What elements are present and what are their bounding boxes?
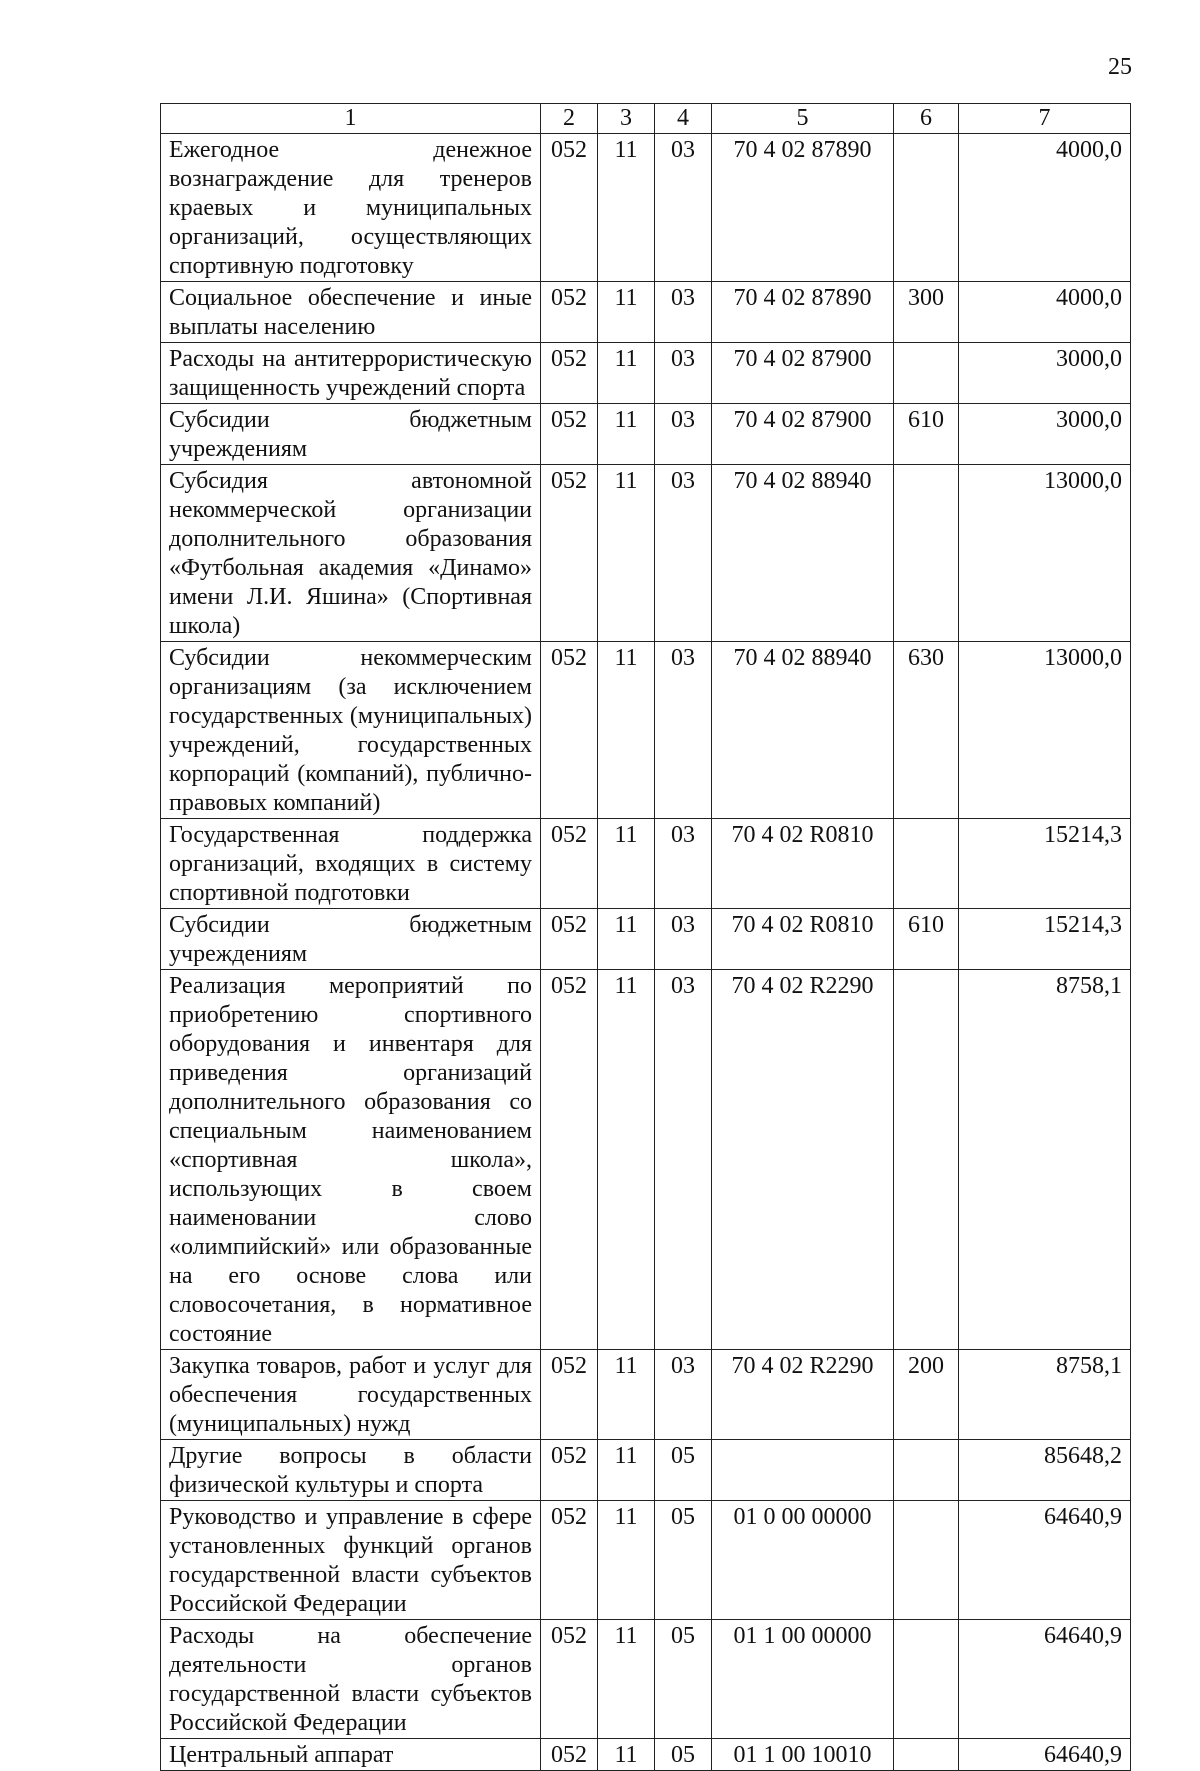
subsection-code: 05 [655,1501,712,1620]
row-name: Руководство и управление в сфере установленных функций органов государственной власти субъектов Российской Федерации [161,1501,541,1620]
subsection-code: 03 [655,465,712,642]
row-name: Субсидия автономной некоммерческой организации дополнительного образования «Футбольная академия «Динамо» имени Л.И. Яшина» (Спортивная школа) [161,465,541,642]
grbs-code: 052 [541,819,598,909]
target-article-code: 70 4 02 87900 [712,343,894,404]
amount: 15214,3 [959,819,1131,909]
target-article-code: 70 4 02 88940 [712,642,894,819]
grbs-code: 052 [541,909,598,970]
section-code: 11 [598,1350,655,1440]
amount: 15214,3 [959,909,1131,970]
subsection-code: 03 [655,404,712,465]
subsection-code: 03 [655,819,712,909]
section-code: 11 [598,282,655,343]
grbs-code: 052 [541,1440,598,1501]
grbs-code: 052 [541,465,598,642]
row-name: Закупка товаров, работ и услуг для обеспечения государственных (муниципальных) нужд [161,1350,541,1440]
row-name: Центральный аппарат [161,1739,541,1771]
amount: 8758,1 [959,1350,1131,1440]
target-article-code: 01 0 00 00000 [712,1501,894,1620]
subsection-code: 05 [655,1440,712,1501]
target-article-code: 70 4 02 R2290 [712,1350,894,1440]
table-row [161,282,1131,343]
expense-type-code [894,819,959,909]
expense-type-code [894,1620,959,1739]
subsection-code: 03 [655,282,712,343]
section-code: 11 [598,404,655,465]
target-article-code: 70 4 02 R0810 [712,909,894,970]
amount: 4000,0 [959,134,1131,282]
amount: 3000,0 [959,404,1131,465]
target-article-code: 70 4 02 R2290 [712,970,894,1350]
table-row [161,909,1131,970]
subsection-code: 03 [655,909,712,970]
grbs-code: 052 [541,1739,598,1771]
subsection-code: 03 [655,343,712,404]
expense-type-code [894,465,959,642]
grbs-code: 052 [541,1620,598,1739]
row-name: Расходы на обеспечение деятельности органов государственной власти субъектов Российской Федерации [161,1620,541,1739]
section-code: 11 [598,343,655,404]
grbs-code: 052 [541,282,598,343]
section-code: 11 [598,1501,655,1620]
section-code: 11 [598,1620,655,1739]
row-name: Государственная поддержка организаций, входящих в систему спортивной подготовки [161,819,541,909]
budget-table [160,103,1131,1771]
row-name: Субсидии некоммерческим организациям (за исключением государственных (муниципальных) учреждений, государственных корпораций (компаний), публично-правовых компаний) [161,642,541,819]
amount: 13000,0 [959,642,1131,819]
page-number: 25 [1108,54,1132,80]
amount: 64640,9 [959,1501,1131,1620]
section-code: 11 [598,1739,655,1771]
table-row [161,1620,1131,1739]
target-article-code: 70 4 02 87900 [712,404,894,465]
subsection-code: 03 [655,970,712,1350]
expense-type-code [894,343,959,404]
table-row [161,465,1131,642]
grbs-code: 052 [541,134,598,282]
row-name: Расходы на антитеррористическую защищенность учреждений спорта [161,343,541,404]
table-row [161,343,1131,404]
target-article-code [712,1440,894,1501]
target-article-code: 70 4 02 87890 [712,282,894,343]
amount: 3000,0 [959,343,1131,404]
table-row [161,404,1131,465]
row-name: Субсидии бюджетным учреждениям [161,404,541,465]
expense-type-code: 200 [894,1350,959,1440]
subsection-code: 05 [655,1739,712,1771]
grbs-code: 052 [541,1350,598,1440]
section-code: 11 [598,970,655,1350]
expense-type-code: 630 [894,642,959,819]
table-row [161,1501,1131,1620]
grbs-code: 052 [541,343,598,404]
column-header: 1 [161,104,541,134]
table-row [161,819,1131,909]
amount: 4000,0 [959,282,1131,343]
row-name: Социальное обеспечение и иные выплаты населению [161,282,541,343]
section-code: 11 [598,1440,655,1501]
table-row [161,1350,1131,1440]
expense-type-code [894,134,959,282]
target-article-code: 70 4 02 88940 [712,465,894,642]
section-code: 11 [598,642,655,819]
amount: 13000,0 [959,465,1131,642]
table-row [161,1739,1131,1771]
target-article-code: 01 1 00 00000 [712,1620,894,1739]
section-code: 11 [598,819,655,909]
amount: 8758,1 [959,970,1131,1350]
grbs-code: 052 [541,642,598,819]
grbs-code: 052 [541,404,598,465]
row-name: Ежегодное денежное вознаграждение для тренеров краевых и муниципальных организаций, осуществляющих спортивную подготовку [161,134,541,282]
expense-type-code: 610 [894,404,959,465]
table-row [161,642,1131,819]
column-numbers-row [161,104,1131,134]
column-header: 4 [655,104,712,134]
column-header: 7 [959,104,1131,134]
column-header: 2 [541,104,598,134]
expense-type-code [894,970,959,1350]
section-code: 11 [598,465,655,642]
amount: 64640,9 [959,1620,1131,1739]
column-header: 6 [894,104,959,134]
table-row [161,1440,1131,1501]
table-row [161,970,1131,1350]
row-name: Реализация мероприятий по приобретению спортивного оборудования и инвентаря для приведения организаций дополнительного образования со специальным наименованием «спортивная школа», использующих в своем наименовании слово «олимпийский» или образованные на его основе слова или словосочетания, в нормативное состояние [161,970,541,1350]
subsection-code: 03 [655,642,712,819]
target-article-code: 01 1 00 10010 [712,1739,894,1771]
expense-type-code: 300 [894,282,959,343]
expense-type-code [894,1501,959,1620]
amount: 64640,9 [959,1739,1131,1771]
column-header: 3 [598,104,655,134]
section-code: 11 [598,909,655,970]
subsection-code: 03 [655,1350,712,1440]
subsection-code: 05 [655,1620,712,1739]
amount: 85648,2 [959,1440,1131,1501]
expense-type-code [894,1440,959,1501]
column-header: 5 [712,104,894,134]
expense-type-code: 610 [894,909,959,970]
table-row [161,134,1131,282]
subsection-code: 03 [655,134,712,282]
expense-type-code [894,1739,959,1771]
target-article-code: 70 4 02 87890 [712,134,894,282]
target-article-code: 70 4 02 R0810 [712,819,894,909]
row-name: Другие вопросы в области физической культуры и спорта [161,1440,541,1501]
grbs-code: 052 [541,1501,598,1620]
section-code: 11 [598,134,655,282]
grbs-code: 052 [541,970,598,1350]
row-name: Субсидии бюджетным учреждениям [161,909,541,970]
